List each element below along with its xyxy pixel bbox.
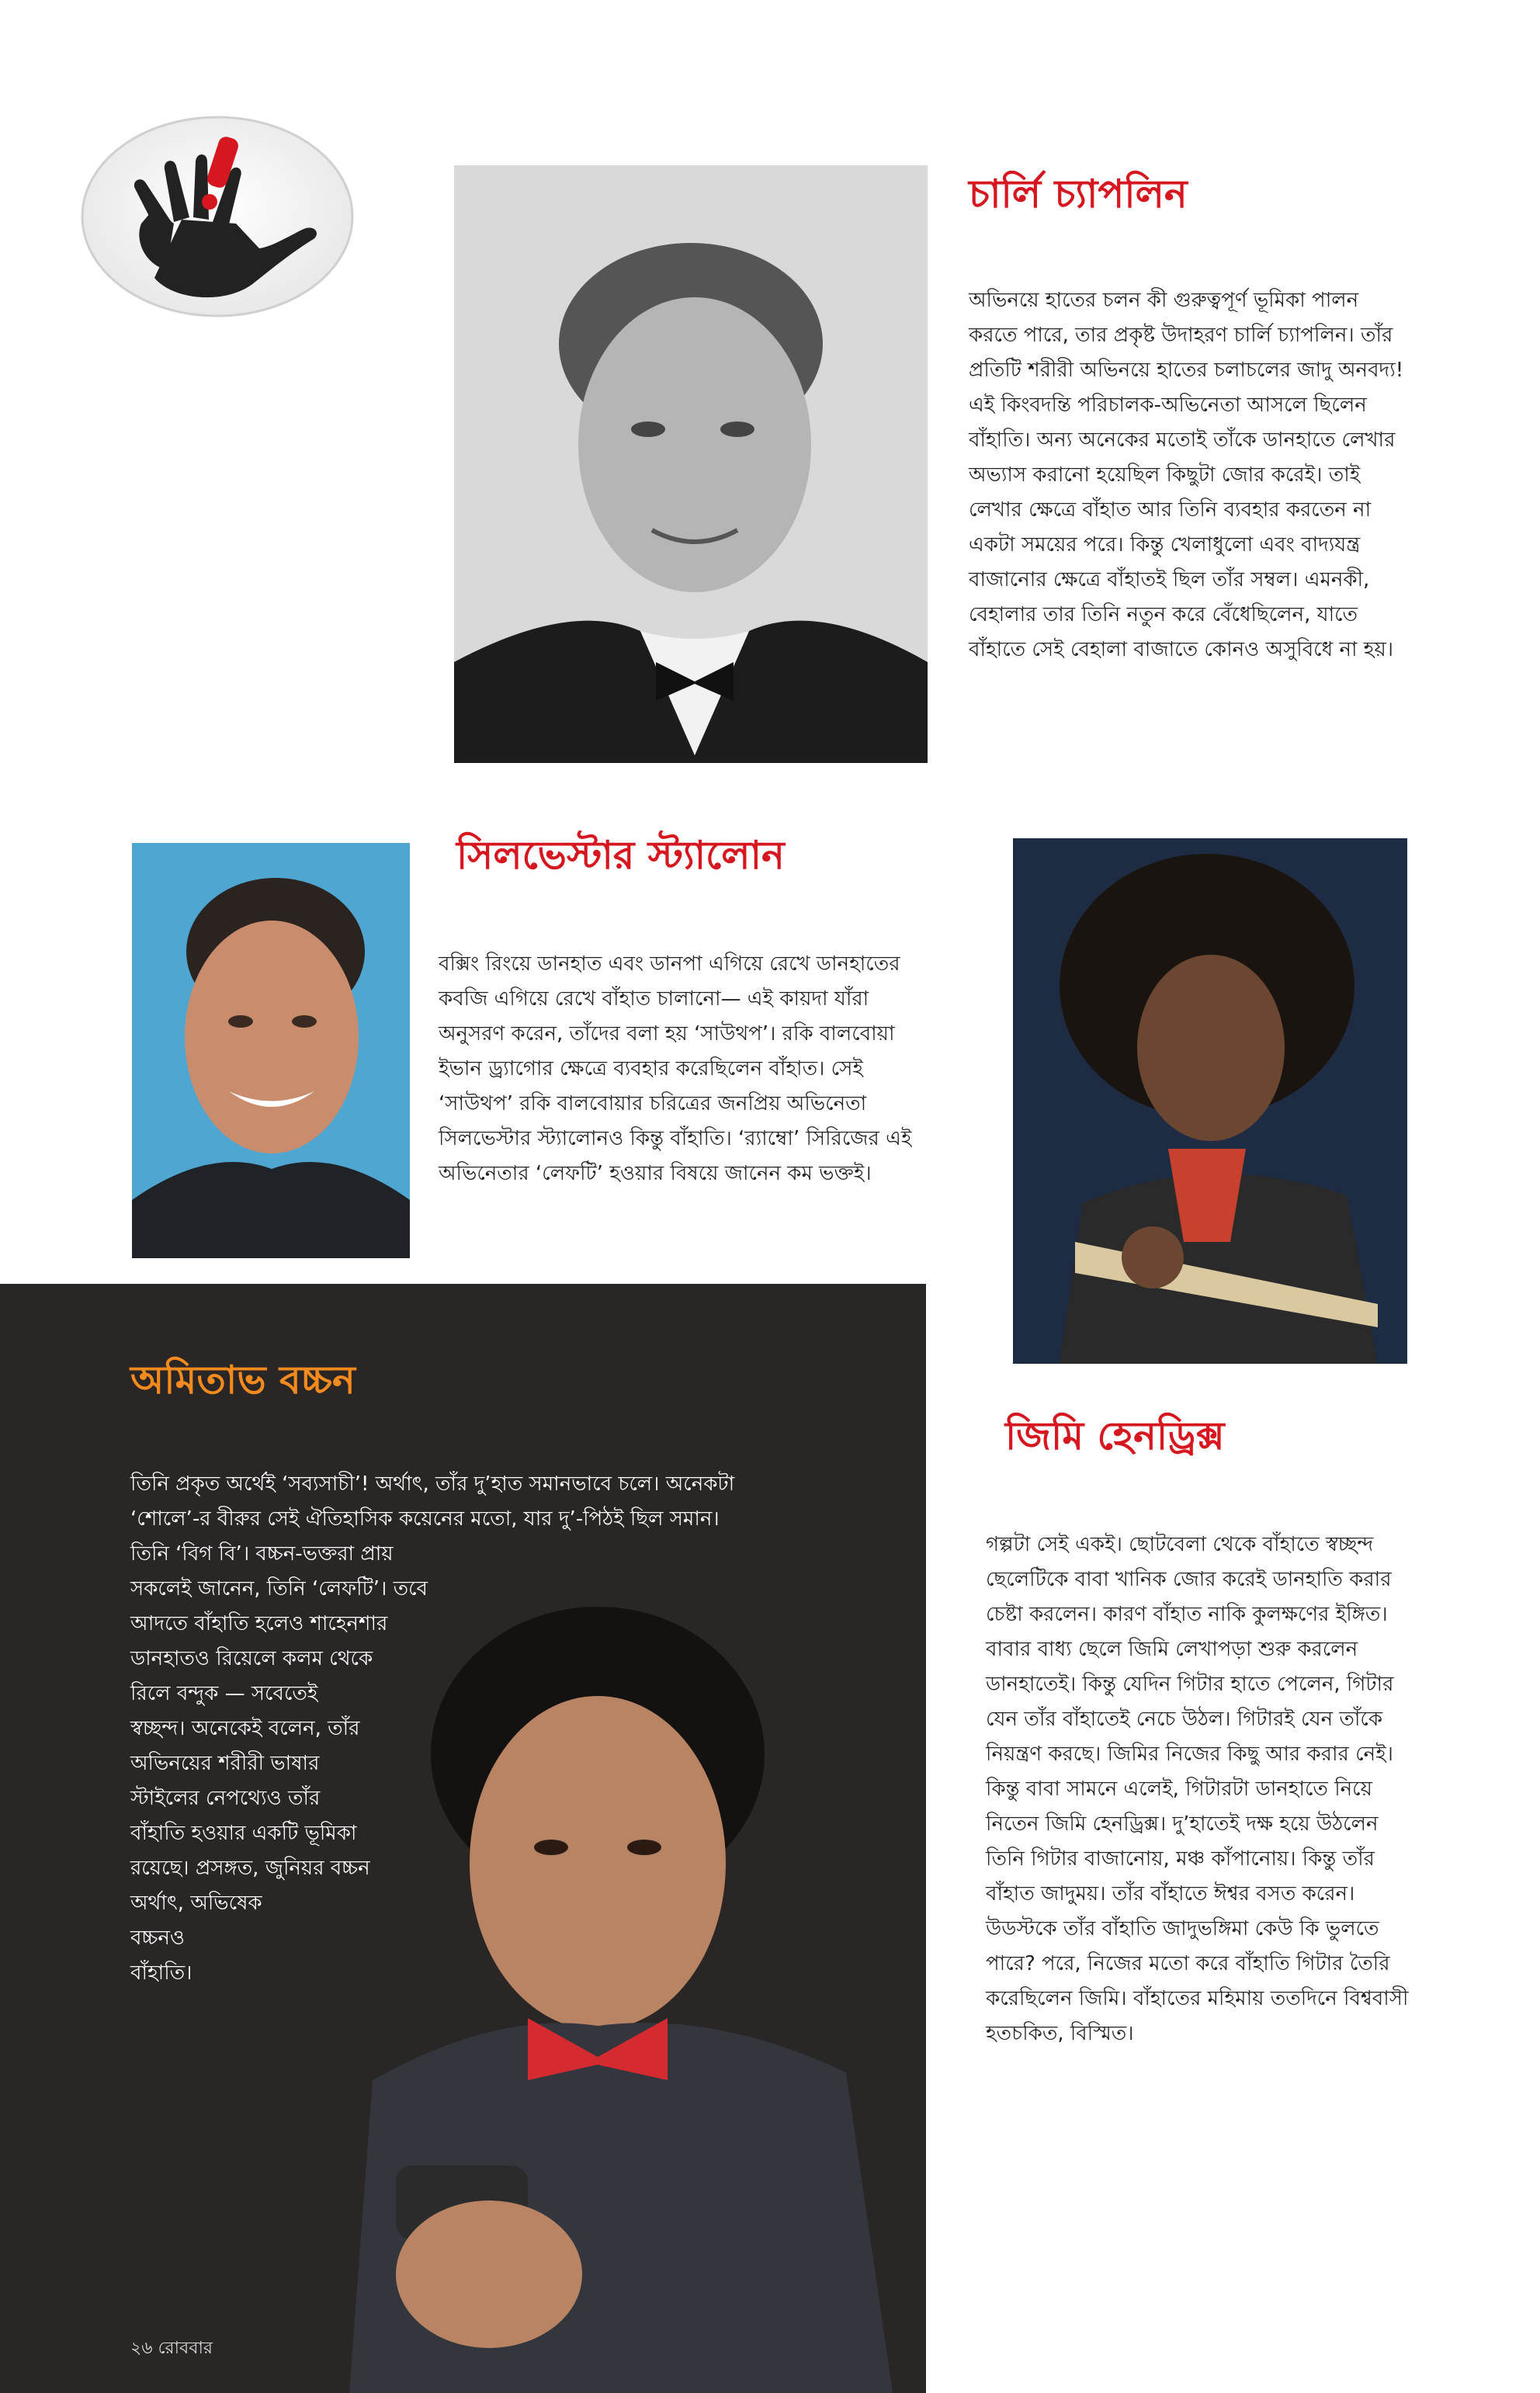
amitabh-line: রয়েছে। প্রসঙ্গত, জুনিয়র বচ্চন bbox=[130, 1857, 370, 1880]
page-footer: ২৬ রোববার bbox=[130, 2339, 213, 2358]
chaplin-body: অভিনয়ে হাতের চলন কী গুরুত্বপূর্ণ ভূমিকা পালন করতে পারে, তার প্রকৃষ্ট উদাহরণ চার্লি চ্যাপলিন। তাঁর প্রতিটি শরীরী অভিনয়ে হাতের চলাচলের জাদু অনবদ্য! এই কিংবদন্তি পরিচালক-অভিনেতা আসলে ছিলেন বাঁহাতি। অন্য অনেকের মতোই তাঁকে ডানহাতে লেখার অভ্যাস করানো হয়েছিল কিছুটা জোর করেই। তাই লেখার ক্ষেত্রে বাঁহাত আর তিনি ব্যবহার করতেন না একটা সময়ের পরে। কিন্তু খেলাধুলো এবং বাদ্যযন্ত্র বাজানোর ক্ষেত্রে বাঁহাতই ছিল তাঁর সম্বল। এমনকী, বেহালার তার তিনি নতুন করে বেঁধেছিলেন, যাতে বাঁহাতে সেই বেহালা বাজাতে কোনও অসুবিধে না হয়। bbox=[969, 289, 1404, 661]
hendrix-title: জিমি হেনড্রিক্স bbox=[1005, 1413, 1225, 1458]
hendrix-photo bbox=[1013, 838, 1407, 1364]
stallone-photo bbox=[132, 843, 410, 1258]
stallone-body: বক্সিং রিংয়ে ডানহাত এবং ডানপা এগিয়ে রেখে ডানহাতের কবজি এগিয়ে রেখে বাঁহাত চালানো— এই কায়দা যাঁরা অনুসরণ করেন, তাঁদের বলা হয় ‘সাউথপ’। রকি বালবোয়া ইভান ড্র্যাগোর ক্ষেত্রে ব্যবহার করেছিলেন বাঁহাত। সেই ‘সাউথপ’ রকি বালবোয়ার চরিত্রের জনপ্রিয় অভিনেতা সিলভেস্টার স্ট্যালোনও কিন্তু বাঁহাতি। ‘র‍্যাম্বো’ সিরিজের এই অভিনেতার ‘লেফটি’ হওয়ার বিষয়ে জানেন কম ভক্তই। bbox=[439, 952, 912, 1185]
amitabh-title: অমিতাভ বচ্চন bbox=[130, 1358, 356, 1403]
amitabh-body bbox=[130, 1467, 907, 1991]
amitabh-line: রিলে বন্দুক — সবেতেই bbox=[130, 1682, 318, 1705]
amitabh-line: স্বচ্ছন্দ। অনেকেই বলেন, তাঁর bbox=[130, 1717, 360, 1740]
chaplin-title: চার্লি চ্যাপলিন bbox=[969, 172, 1188, 217]
stallone-title: সিলভেস্টার স্ট্যালোন bbox=[456, 833, 785, 878]
amitabh-line: বাঁহাতি। bbox=[130, 1961, 192, 1985]
amitabh-line: অর্থাৎ, অভিষেক bbox=[130, 1892, 262, 1915]
chaplin-photo bbox=[454, 165, 928, 763]
amitabh-line: ‘শোলে’-র বীরুর সেই ঐতিহাসিক কয়েনের মতো, যার দু’-পিঠই ছিল সমান। bbox=[130, 1507, 720, 1531]
amitabh-line: বচ্চনও bbox=[130, 1927, 185, 1950]
amitabh-line: তিনি ‘বিগ বি’। বচ্চন-ভক্তরা প্রায় bbox=[130, 1542, 394, 1566]
amitabh-line: তিনি প্রকৃত অর্থেই ‘সব্যসাচী’! অর্থাৎ, তাঁর দু’হাত সমানভাবে চলে। অনেকটা bbox=[130, 1472, 735, 1496]
amitabh-line: স্টাইলের নেপথ্যেও তাঁর bbox=[130, 1787, 321, 1810]
amitabh-line: আদতে বাঁহাতি হলেও শাহেনশার bbox=[130, 1612, 388, 1635]
amitabh-line: সকলেই জানেন, তিনি ‘লেফটি’। তবে bbox=[130, 1577, 428, 1601]
amitabh-line: অভিনয়ের শরীরী ভাষার bbox=[130, 1752, 320, 1775]
hendrix-body: গল্পটা সেই একই। ছোটবেলা থেকে বাঁহাতে স্বচ্ছন্দ ছেলেটিকে বাবা খানিক জোর করেই ডানহাতি করার চেষ্টা করলেন। কারণ বাঁহাত নাকি কুলক্ষণের ইঙ্গিত। বাবার বাধ্য ছেলে জিমি লেখাপড়া শুরু করলেন ডানহাতেই। কিন্তু যেদিন গিটার হাতে পেলেন, গিটার যেন তাঁর বাঁহাতেই নেচে উঠল। গিটারই যেন তাঁকে নিয়ন্ত্রণ করছে। জিমির নিজের কিছু আর করার নেই। কিন্তু বাবা সামনে এলেই, গিটারটা ডানহাতে নিয়ে নিতেন জিমি হেনড্রিক্স। দু’হাতেই দক্ষ হয়ে উঠলেন তিনি গিটার বাজানোয়, মঞ্চ কাঁপানোয়। কিন্তু তাঁর বাঁহাত জাদুময়। তাঁর বাঁহাতে ঈশ্বর বসত করেন। উডস্টকে তাঁর বাঁহাতি জাদুভঙ্গিমা কেউ কি ভুলতে পারে? পরে, নিজের মতো করে বাঁহাতি গিটার তৈরি করেছিলেন জিমি। বাঁহাতের মহিমায় ততদিনে বিশ্ববাসী হতচকিত, বিস্মিত। bbox=[986, 1533, 1409, 2045]
amitabh-line: বাঁহাতি হওয়ার একটি ভূমিকা bbox=[130, 1822, 357, 1845]
left-hand-exclamation-icon bbox=[81, 115, 354, 318]
logo-badge bbox=[81, 115, 354, 318]
amitabh-line: ডানহাতও রিয়েলে কলম থেকে bbox=[130, 1647, 373, 1670]
